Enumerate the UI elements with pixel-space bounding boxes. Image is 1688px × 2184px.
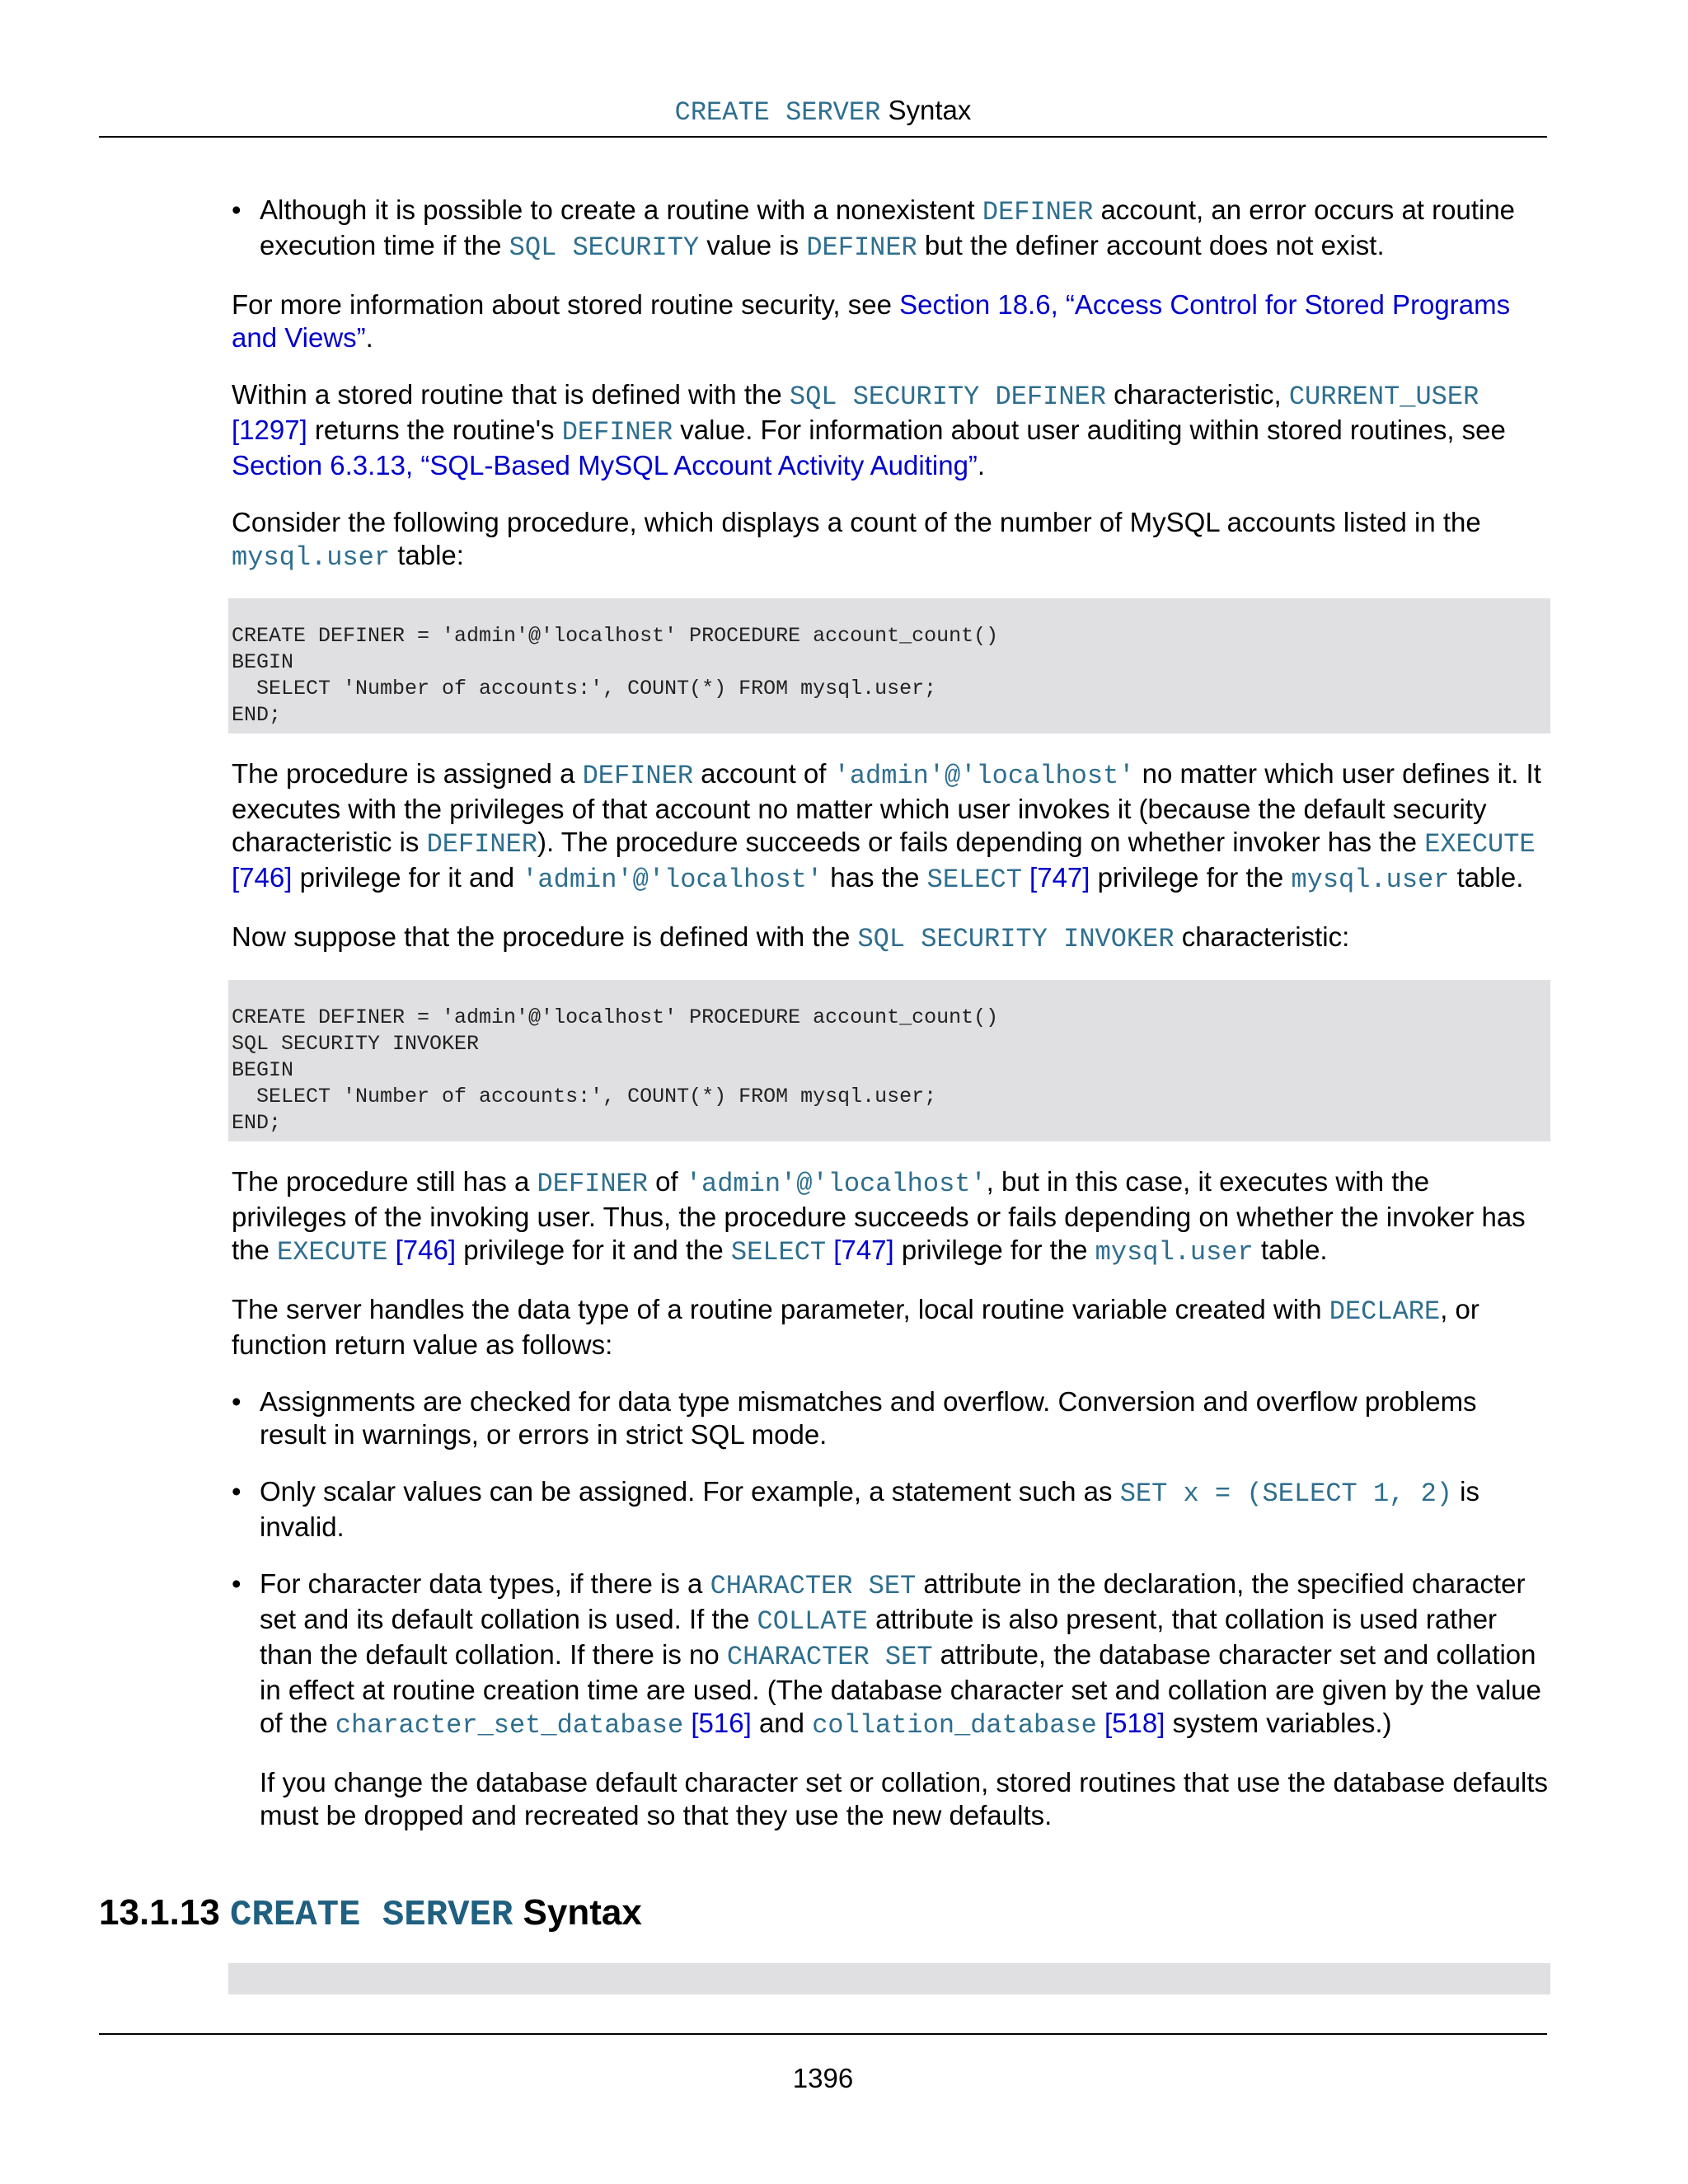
paragraph: Now suppose that the procedure is defined with the SQL SECURITY INVOKER characteristic: <box>232 921 1350 954</box>
list-item: • Only scalar values can be assigned. For example, a statement such as SET x = (SELECT 1, 2) is invalid. <box>232 1476 1479 1542</box>
section-heading <box>99 1890 642 1938</box>
link-section-18-6[interactable]: Section 18.6, “Access Control for Stored Programs and Views” <box>232 289 1511 353</box>
footer-rule <box>99 2033 1547 2035</box>
paragraph: The server handles the data type of a routine parameter, local routine variable created with DECLARE, or function return value as follows: <box>232 1294 1479 1360</box>
paragraph: The procedure still has a DEFINER of 'admin'@'localhost', but in this case, it executes with the privileges of the invoking user. Thus, the procedure succeeds or fails depending on whether the invoker has the EXECUTE [746] privilege for it and the SELECT [747] privilege for the mysql.user table. <box>232 1166 1526 1268</box>
bullet: • <box>232 1476 241 1507</box>
link-ref-1297[interactable]: [1297] <box>232 415 307 445</box>
link-section-6-3-13[interactable]: Section 6.3.13, “SQL-Based MySQL Account Activity Auditing” <box>232 450 978 480</box>
code-listing: CREATE DEFINER = 'admin'@'localhost' PROCEDURE account_count() SQL SECURITY INVOKER BEGIN SELECT 'Number of accounts:', COUNT(*) FROM mysql.user; END; <box>232 1005 999 1135</box>
link-ref-746[interactable]: [746] <box>387 1235 457 1265</box>
list-item <box>232 1568 1550 1832</box>
paragraph: For more information about stored routine security, see Section 18.6, “Access Control for Stored Programs and Views”. <box>232 289 1511 353</box>
section-text: Syntax <box>513 1892 642 1933</box>
header-text: Syntax <box>880 95 972 125</box>
header-rule <box>99 136 1547 138</box>
paragraph: Consider the following procedure, which displays a count of the number of MySQL accounts listed in the mysql.user table: <box>232 507 1481 573</box>
link-ref-518[interactable]: [518] <box>1096 1708 1165 1738</box>
section-number: 13.1.13 <box>99 1892 231 1933</box>
code-listing: CREATE DEFINER = 'admin'@'localhost' PROCEDURE account_count() BEGIN SELECT 'Number of accounts:', COUNT(*) FROM mysql.user; END; <box>232 624 999 727</box>
paragraph: Within a stored routine that is defined with the SQL SECURITY DEFINER characteristic, CURRENT_USER [1297] returns the routine's DEFINER value. For information about user auditing within stored routines, see Section 6.3.13, “SQL-Based MySQL Account Activity Auditing”. <box>232 379 1506 480</box>
page-number: 1396 <box>792 2063 854 2093</box>
bullet: • <box>232 1568 241 1599</box>
code-block <box>228 980 1550 1141</box>
list-paragraph: If you change the database default character set or collation, stored routines that use the database defaults must be dropped and recreated so that they use the new defaults. <box>260 1767 1549 1830</box>
running-header <box>99 92 1547 131</box>
code-block-empty <box>228 1963 1550 1994</box>
paragraph: The procedure is assigned a DEFINER account of 'admin'@'localhost' no matter which user defines it. It executes with the privileges of that account no matter which user invokes it (because the default security characteristic is DEFINER). The procedure succeeds or fails depending on whether invoker has the EXECUTE [746] privilege for it and 'admin'@'localhost' has the SELECT [747] privilege for the mysql.user table. <box>232 758 1541 895</box>
section-code: CREATE SERVER <box>230 1895 513 1936</box>
bullet: • <box>232 194 241 225</box>
link-ref-747[interactable]: [747] <box>1021 862 1090 893</box>
list-paragraph: For character data types, if there is a CHARACTER SET attribute in the declaration, the specified character set and its default collation is used. If the COLLATE attribute is also present, that collation is used rather than the default collation. If there is no CHARACTER SET attribute, the database character set and collation in effect at routine creation time are used. (The database character set and collation are given by the value of the character_set_database [516] and collation_database [518] system variables.) <box>260 1568 1541 1741</box>
code-block <box>228 598 1550 733</box>
bullet: • <box>232 1386 241 1417</box>
link-ref-747[interactable]: [747] <box>826 1235 894 1265</box>
link-ref-516[interactable]: [516] <box>683 1708 752 1738</box>
header-code: CREATE SERVER <box>674 97 881 128</box>
page-body <box>232 194 1550 1856</box>
list-item: • Although it is possible to create a routine with a nonexistent DEFINER account, an error occurs at routine execution time if the SQL SECURITY value is DEFINER but the definer account does not exist. <box>232 194 1516 263</box>
list-item: • Assignments are checked for data type mismatches and overflow. Conversion and overflow problems result in warnings, or errors in strict SQL mode. <box>232 1386 1477 1450</box>
link-ref-746[interactable]: [746] <box>232 862 293 893</box>
